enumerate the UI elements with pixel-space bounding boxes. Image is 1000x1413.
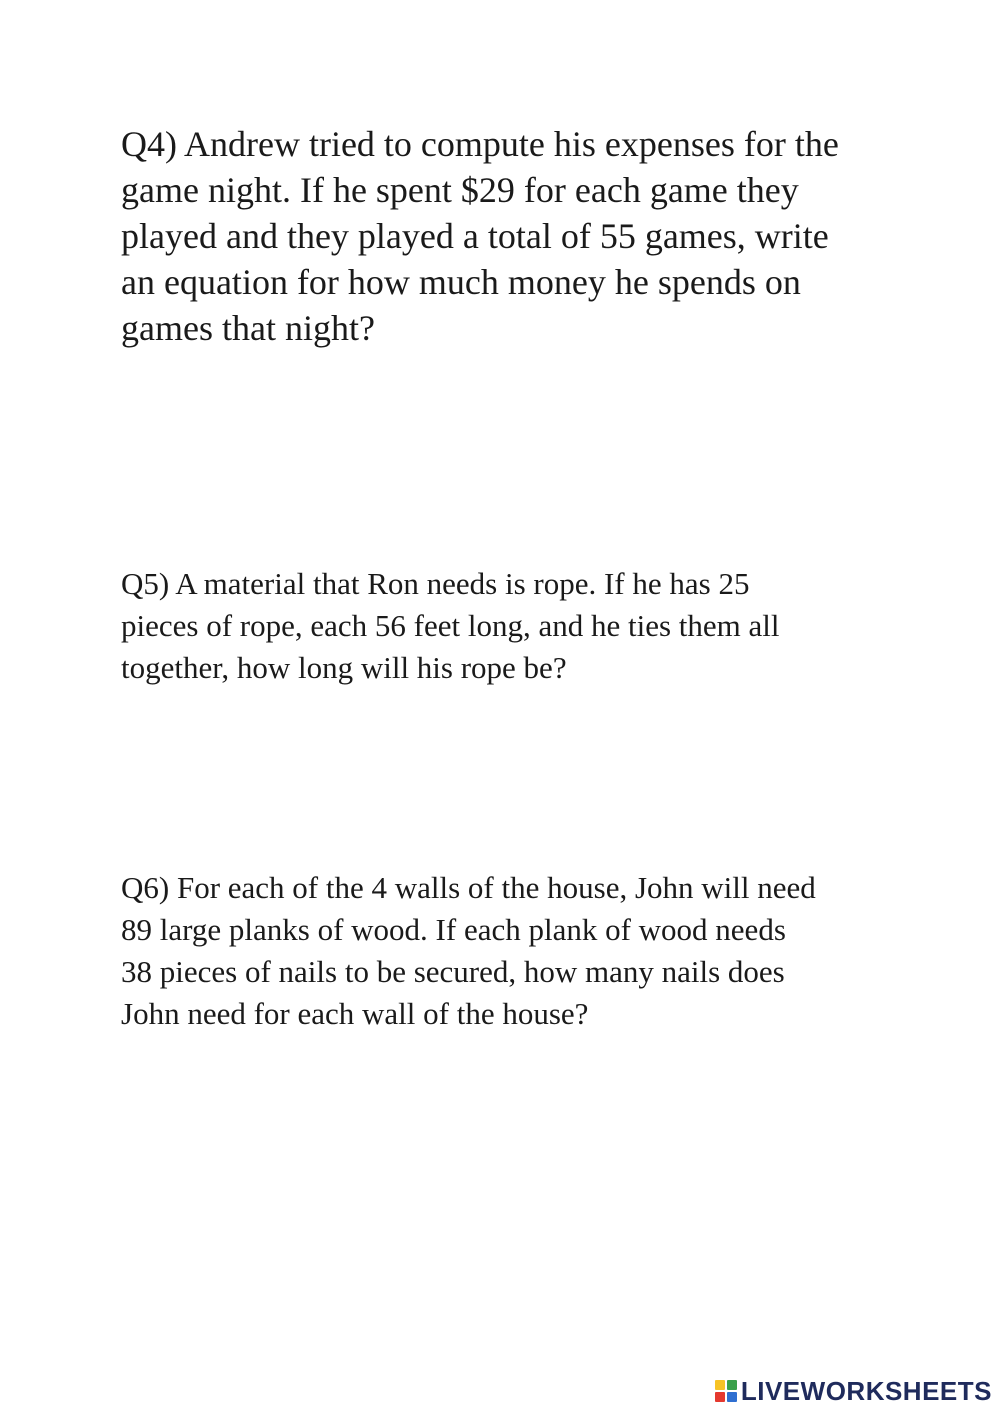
question-line: Q5) A material that Ron needs is rope. If he has 25 <box>121 566 750 601</box>
question-q5 <box>121 563 780 689</box>
question-line: together, how long will his rope be? <box>121 650 567 685</box>
question-line: Q6) For each of the 4 walls of the house, John will need <box>121 870 816 905</box>
question-q4 <box>121 121 839 351</box>
question-line: game night. If he spent $29 for each game they <box>121 170 799 210</box>
logo-square-red <box>715 1392 725 1402</box>
question-line: played and they played a total of 55 games, write <box>121 216 829 256</box>
question-line: John need for each wall of the house? <box>121 996 589 1031</box>
question-line: 38 pieces of nails to be secured, how many nails does <box>121 954 785 989</box>
liveworksheets-logo-icon <box>715 1380 737 1402</box>
question-line: pieces of rope, each 56 feet long, and he ties them all <box>121 608 780 643</box>
liveworksheets-logo <box>715 1374 992 1408</box>
logo-square-green <box>727 1380 737 1390</box>
question-line: Q4) Andrew tried to compute his expenses for the <box>121 124 839 164</box>
question-line: an equation for how much money he spends on <box>121 262 801 302</box>
logo-square-blue <box>727 1392 737 1402</box>
question-q6 <box>121 867 816 1035</box>
logo-text: LIVEWORKSHEETS <box>740 1375 992 1406</box>
logo-square-yellow <box>715 1380 725 1390</box>
question-line: games that night? <box>121 308 375 348</box>
question-line: 89 large planks of wood. If each plank of wood needs <box>121 912 786 947</box>
